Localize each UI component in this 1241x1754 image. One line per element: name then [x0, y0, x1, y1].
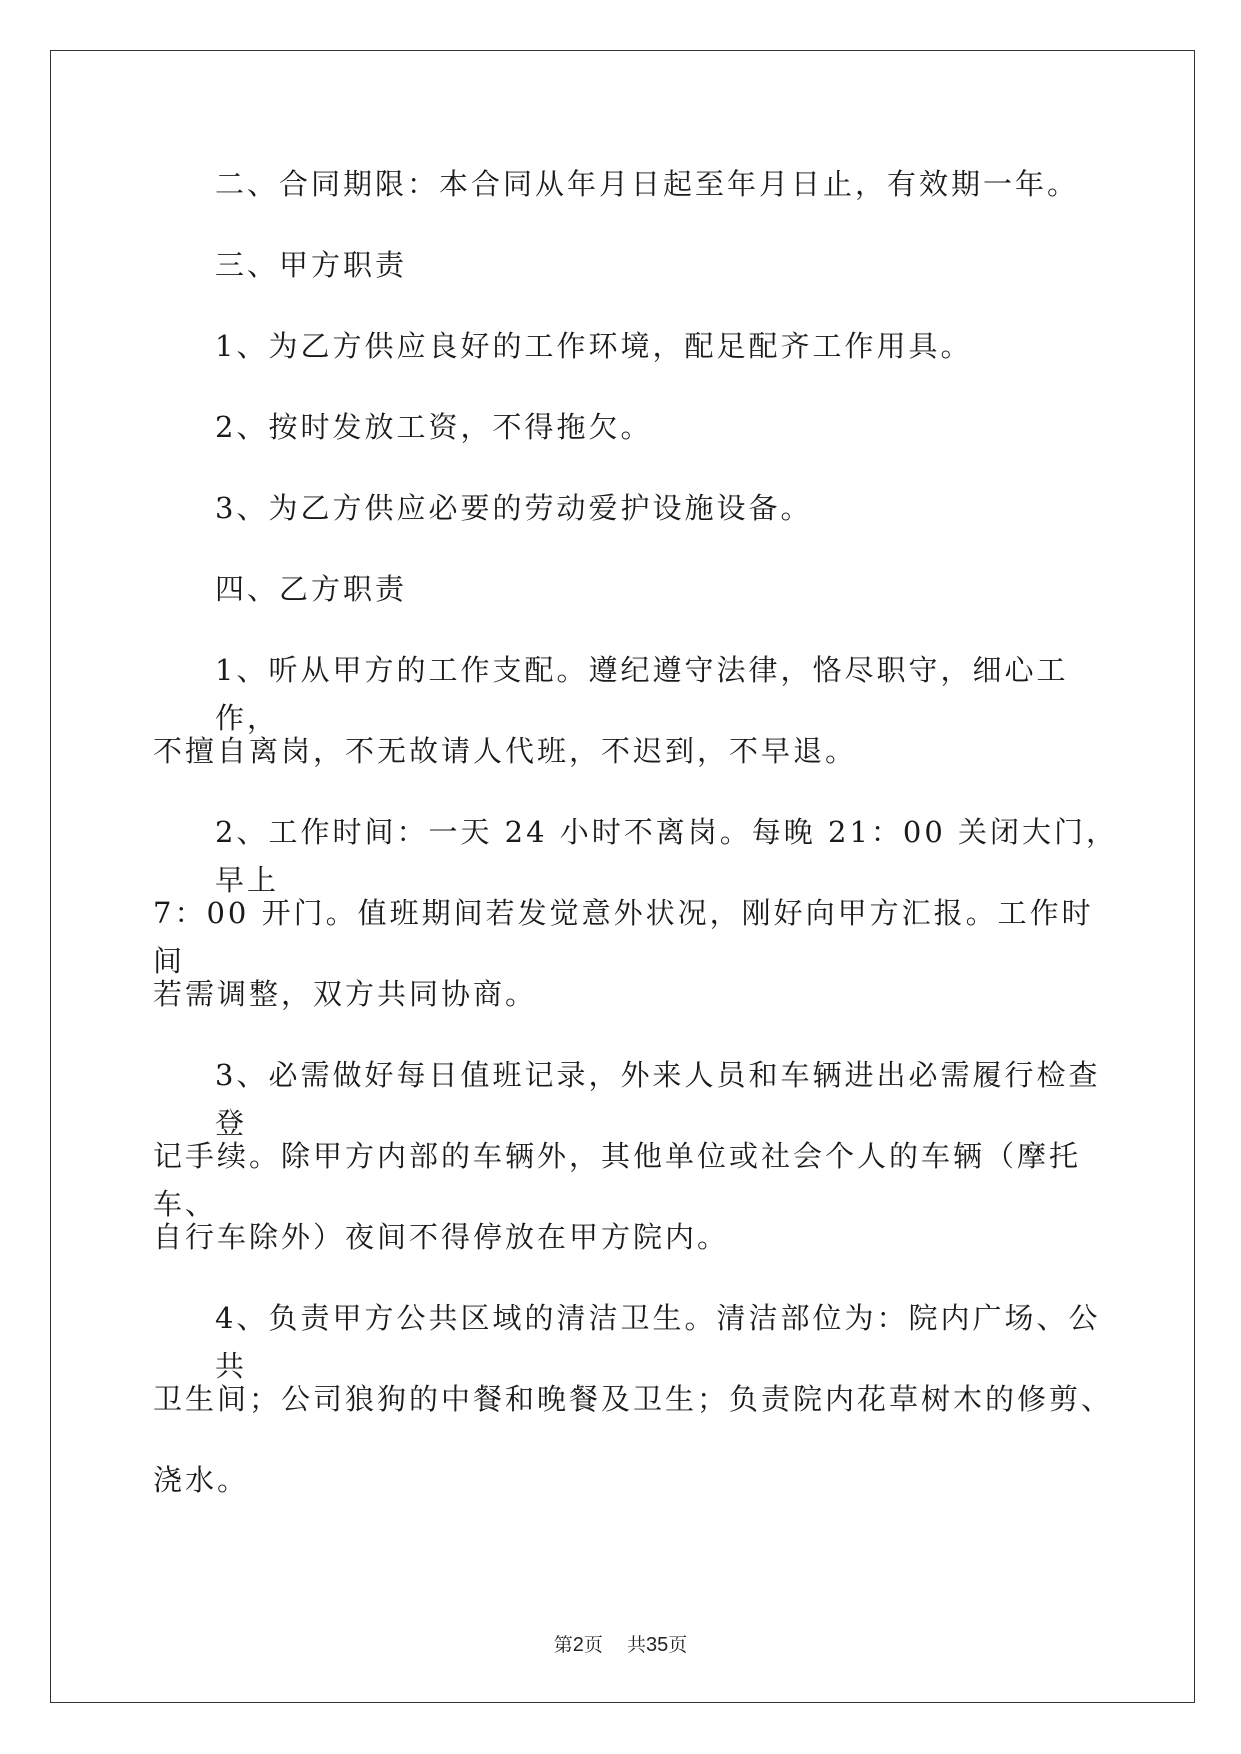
section-heading: 四、乙方职责 — [215, 572, 408, 606]
text-line: 浇水。 — [153, 1463, 250, 1497]
footer-page-number: 2 — [572, 1634, 584, 1656]
text-line: 若需调整，双方共同协商。 — [153, 977, 538, 1011]
footer-total-unit: 页 — [668, 1634, 688, 1656]
text-line: 自行车除外）夜间不得停放在甲方院内。 — [153, 1220, 730, 1254]
footer-prefix: 第 — [553, 1634, 573, 1656]
text-line: 记手续。除甲方内部的车辆外，其他单位或社会个人的车辆（摩托车、 — [153, 1139, 1082, 1221]
text-line: 二、合同期限：本合同从年月日起至年月日止，有效期一年。 — [215, 167, 1080, 201]
text-line: 3、必需做好每日值班记录，外来人员和车辆进出必需履行检查登 — [215, 1058, 1101, 1140]
text-line: 3、为乙方供应必要的劳动爱护设施设备。 — [215, 491, 813, 525]
footer-total-prefix: 共 — [627, 1634, 647, 1656]
text-line: 2、工作时间：一天 24 小时不离岗。每晚 21：00 关闭大门，早上 — [215, 815, 1119, 897]
text-line: 1、听从甲方的工作支配。遵纪遵守法律，恪尽职守，细心工作， — [215, 653, 1069, 735]
text-line: 2、按时发放工资，不得拖欠。 — [215, 410, 653, 444]
text-line: 1、为乙方供应良好的工作环境，配足配齐工作用具。 — [215, 329, 973, 363]
text-line: 卫生间；公司狼狗的中餐和晚餐及卫生；负责院内花草树木的修剪、 — [153, 1382, 1114, 1416]
document-body — [153, 160, 1123, 1537]
footer-total-pages: 35 — [646, 1634, 669, 1656]
footer-page-unit: 页 — [583, 1634, 603, 1656]
text-line: 不擅自离岗，不无故请人代班，不迟到，不早退。 — [153, 734, 858, 768]
section-heading: 三、甲方职责 — [215, 248, 408, 282]
text-line: 4、负责甲方公共区域的清洁卫生。清洁部位为：院内广场、公共 — [215, 1301, 1101, 1383]
text-line: 7：00 开门。值班期间若发觉意外状况，刚好向甲方汇报。工作时间 — [153, 896, 1094, 978]
page-footer — [0, 1630, 1241, 1657]
